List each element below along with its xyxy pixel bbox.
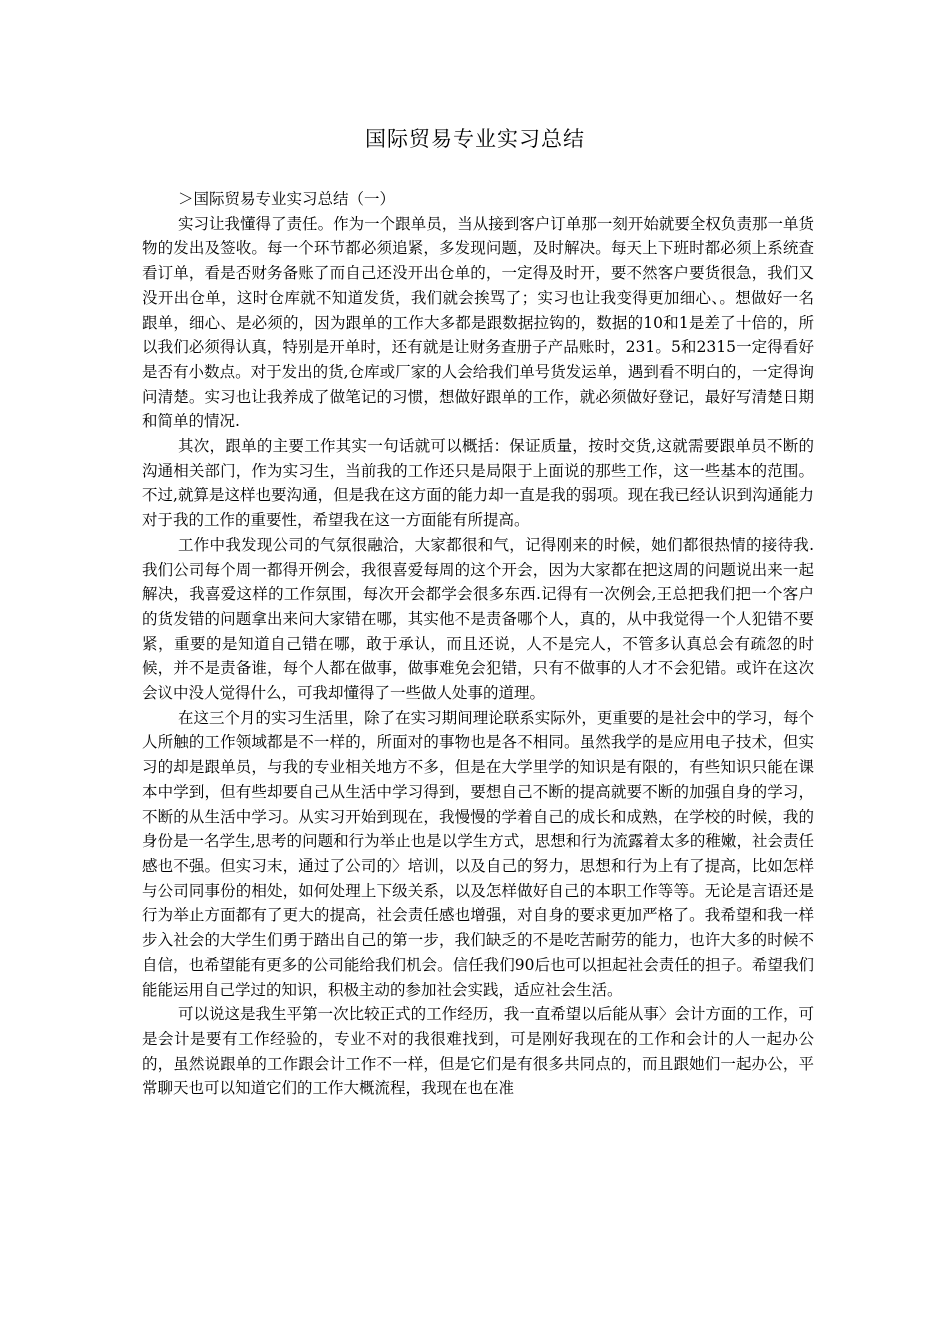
section-heading: ＞国际贸易专业实习总结（一） [178, 190, 396, 208]
paragraph-4: 在这三个月的实习生活里，除了在实习期间理论联系实际外，更重要的是社会中的学习，每个人所触的工作领域都是不一样的，所面对的事物也是各不相同。虽然我学的是应用电子技术，但实习的却是跟单员，与我的专业相关地方不多，但是在大学里学的知识是有限的，有些知识只能在课本中学到，但有些却要自己从生活中学习得到，要想自己不断的提高就要不断的加强自身的学习，不断的从生活中学习。从实习开始到现在，我慢慢的学着自己的成长和成熟，在学校的时候，我的身份是一名学生,思考的问题和行为举止也是以学生方式，思想和行为流露着太多的稚嫩，社会责任感也不强。但实习末，通过了公司的〉培训，以及自己的努力，思想和行为上有了提高，比如怎样与公司同事份的相处，如何处理上下级关系，以及怎样做好自己的本职工作等等。无论是言语还是行为举止方面都有了更大的提高，社会责任感也增强，对自身的要求更加严格了。我希望和我一样步入社会的大学生们勇于踏出自己的第一步，我们缺乏的不是吃苦耐劳的能力，也许大多的时候不自信，也希望能有更多的公司能给我们机会。信任我们90后也可以担起社会责任的担子。希望我们能能运用自己学过的知识，积极主动的参加社会实践，适应社会生活。 [142, 708, 814, 999]
paragraph-2: 其次，跟单的主要工作其实一句话就可以概括：保证质量，按时交货,这就需要跟单员不断的沟通相关部门，作为实习生，当前我的工作还只是局限于上面说的那些工作，这一些基本的范围。不过,就算是这样也要沟通，但是我在这方面的能力却一直是我的弱项。现在我已经认识到沟通能力对于我的工作的重要性，希望我在这一方面能有所提高。 [142, 437, 814, 530]
paragraph-1: 实习让我懂得了责任。作为一个跟单员，当从接到客户订单那一刻开始就要全权负责那一单货物的发出及签收。每一个环节都必须追紧，多发现问题，及时解决。每天上下班时都必须上系统查看订单，看是否财务备账了而自己还没开出仓单的，一定得及时开，要不然客户要货很急，我们又没开出仓单，这时仓库就不知道发货，我们就会挨骂了；实习也让我变得更加细心、。想做好一名跟单，细心、是必须的，因为跟单的工作大多都是跟数据拉钩的，数据的10和1是差了十倍的，所以我们必须得认真，特别是开单时，还有就是让财务查册子产品账时，231。5和2315一定得看好是否有小数点。对于发出的货,仓库或厂家的人会给我们单号货发运单，遇到看不明白的，一定得询问清楚。实习也让我养成了做笔记的习惯，想做好跟单的工作，就必须做好登记，最好写清楚日期和简单的情况. [142, 214, 814, 431]
document-title: 国际贸易专业实习总结 [365, 127, 585, 151]
document-body [142, 187, 814, 1101]
paragraph-3: 工作中我发现公司的气氛很融洽，大家都很和气，记得刚来的时候，她们都很热情的接待我.我们公司每个周一都得开例会，我很喜爱每周的这个开会，因为大家都在把这周的问题说出来一起解决，我喜爱这样的工作氛围，每次开会都学会很多东西.记得有一次例会,王总把我们把一个客户的货发错的问题拿出来问大家错在哪，其实他不是责备哪个人，真的，从中我觉得一个人犯错不要紧，重要的是知道自己错在哪，敢于承认，而且还说，人不是完人，不管多认真总会有疏忽的时候，并不是责备谁，每个人都在做事，做事难免会犯错，只有不做事的人才不会犯错。或许在这次会议中没人觉得什么，可我却懂得了一些做人处事的道理。 [142, 535, 814, 703]
paragraph-5: 可以说这是我生平第一次比较正式的工作经历，我一直希望以后能从事〉会计方面的工作，可是会计是要有工作经验的，专业不对的我很难找到，可是刚好我现在的工作和会计的人一起办公的，虽然说跟单的工作跟会计工作不一样，但是它们是有很多共同点的，而且跟她们一起办公，平常聊天也可以知道它们的工作大概流程，我现在也在准 [142, 1005, 814, 1098]
